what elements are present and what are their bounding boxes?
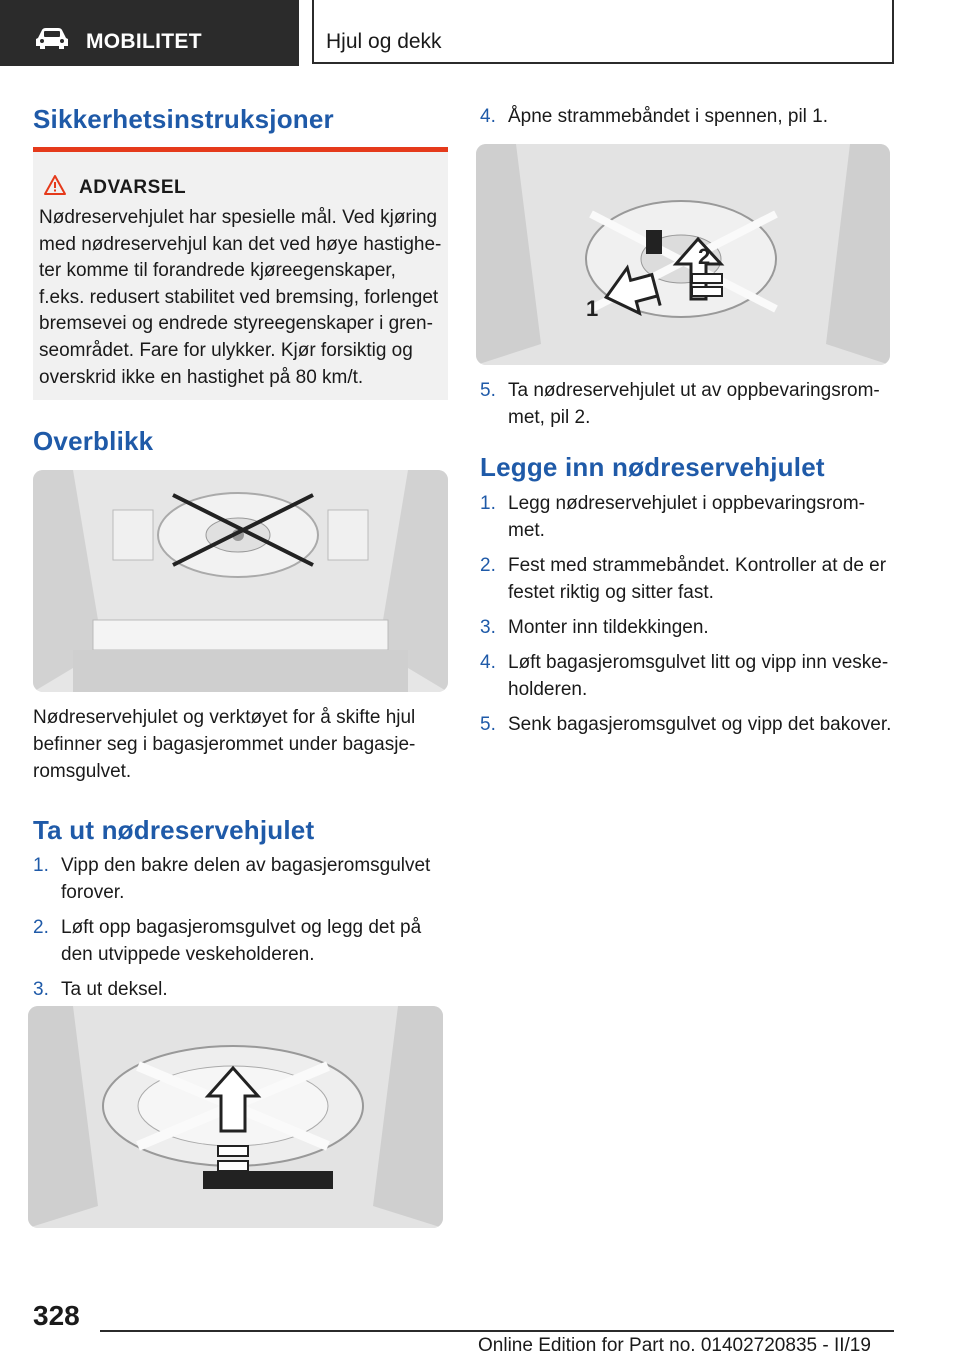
arrow-label-2: 2 xyxy=(698,244,711,269)
list-item: 3. Monter inn tildekkingen. xyxy=(480,617,709,638)
warning-rule xyxy=(33,147,448,152)
remove-wheel-step xyxy=(480,377,895,439)
chapter-label: Hjul og dekk xyxy=(326,30,442,53)
list-item: 3. Ta ut deksel. xyxy=(33,979,168,1000)
list-item: 2. Løft opp bagasjeromsgulvet og legg det på den utvippede veskeholderen. xyxy=(33,917,422,965)
footer-divider xyxy=(100,1330,894,1332)
remove-cover-image xyxy=(28,1006,443,1228)
heading-safety: Sikkerhetsinstruksjoner xyxy=(33,104,334,134)
list-item: 4. Løft bagasjeromsgulvet litt og vipp inn veske-holderen. xyxy=(480,652,889,700)
arrow-label-1: 1 xyxy=(586,296,599,321)
warning-text: Nødreservehjulet har spesielle mål. Ved kjøring med nødreservehjul kan det ved høye hastighe-ter komme til forandrede kjøreegenskaper, f.eks. redusert stabilitet ved bremsing, forlenget bremsevei og endrede styreegenskaper i gren-seområdet. Fare for ulykker. Kjør forsiktig og overskrid ikke en hastighet på 80 km/t. xyxy=(39,207,442,388)
warning-header xyxy=(43,174,186,201)
warning-triangle-icon xyxy=(43,174,67,201)
list-item: 1. Vipp den bakre delen av bagasjeromsgulvet forover. xyxy=(33,855,431,903)
strap-release-image xyxy=(476,144,890,365)
footer-edition[interactable]: Online Edition for Part no. 01402720835 - II/19 xyxy=(478,1335,871,1356)
list-item: 4. Åpne strammebåndet i spennen, pil 1. xyxy=(480,106,829,127)
release-strap-step xyxy=(480,103,895,138)
insert-steps-list xyxy=(480,490,895,746)
warning-title: ADVARSEL xyxy=(79,176,187,198)
page-number: 328 xyxy=(33,1300,80,1331)
list-item: 2. Fest med strammebåndet. Kontroller at de er festet riktig og sitter fast. xyxy=(480,555,887,603)
list-item: 5. Senk bagasjeromsgulvet og vipp det bakover. xyxy=(480,714,892,735)
heading-insert: Legge inn nødreservehjulet xyxy=(480,452,825,482)
car-icon xyxy=(34,26,70,55)
heading-overview: Overblikk xyxy=(33,426,154,456)
page-header xyxy=(0,0,960,66)
remove-steps-list xyxy=(33,852,448,1011)
list-item: 1. Legg nødreservehjulet i oppbevaringsrom-met. xyxy=(480,493,865,541)
warning-box xyxy=(33,147,448,400)
overview-text: Nødreservehjulet og verktøyet for å skifte hjul befinner seg i bagasjerommet under bagasje-romsgulvet. xyxy=(33,707,416,782)
section-label: MOBILITET xyxy=(86,30,202,53)
list-item: 5. Ta nødreservehjulet ut av oppbevaringsrom-met, pil 2. xyxy=(480,380,880,428)
overview-trunk-image xyxy=(33,470,448,692)
chapter-tab[interactable] xyxy=(312,0,894,64)
section-tab-mobilitet[interactable] xyxy=(0,0,299,66)
heading-remove: Ta ut nødreservehjulet xyxy=(33,815,315,845)
